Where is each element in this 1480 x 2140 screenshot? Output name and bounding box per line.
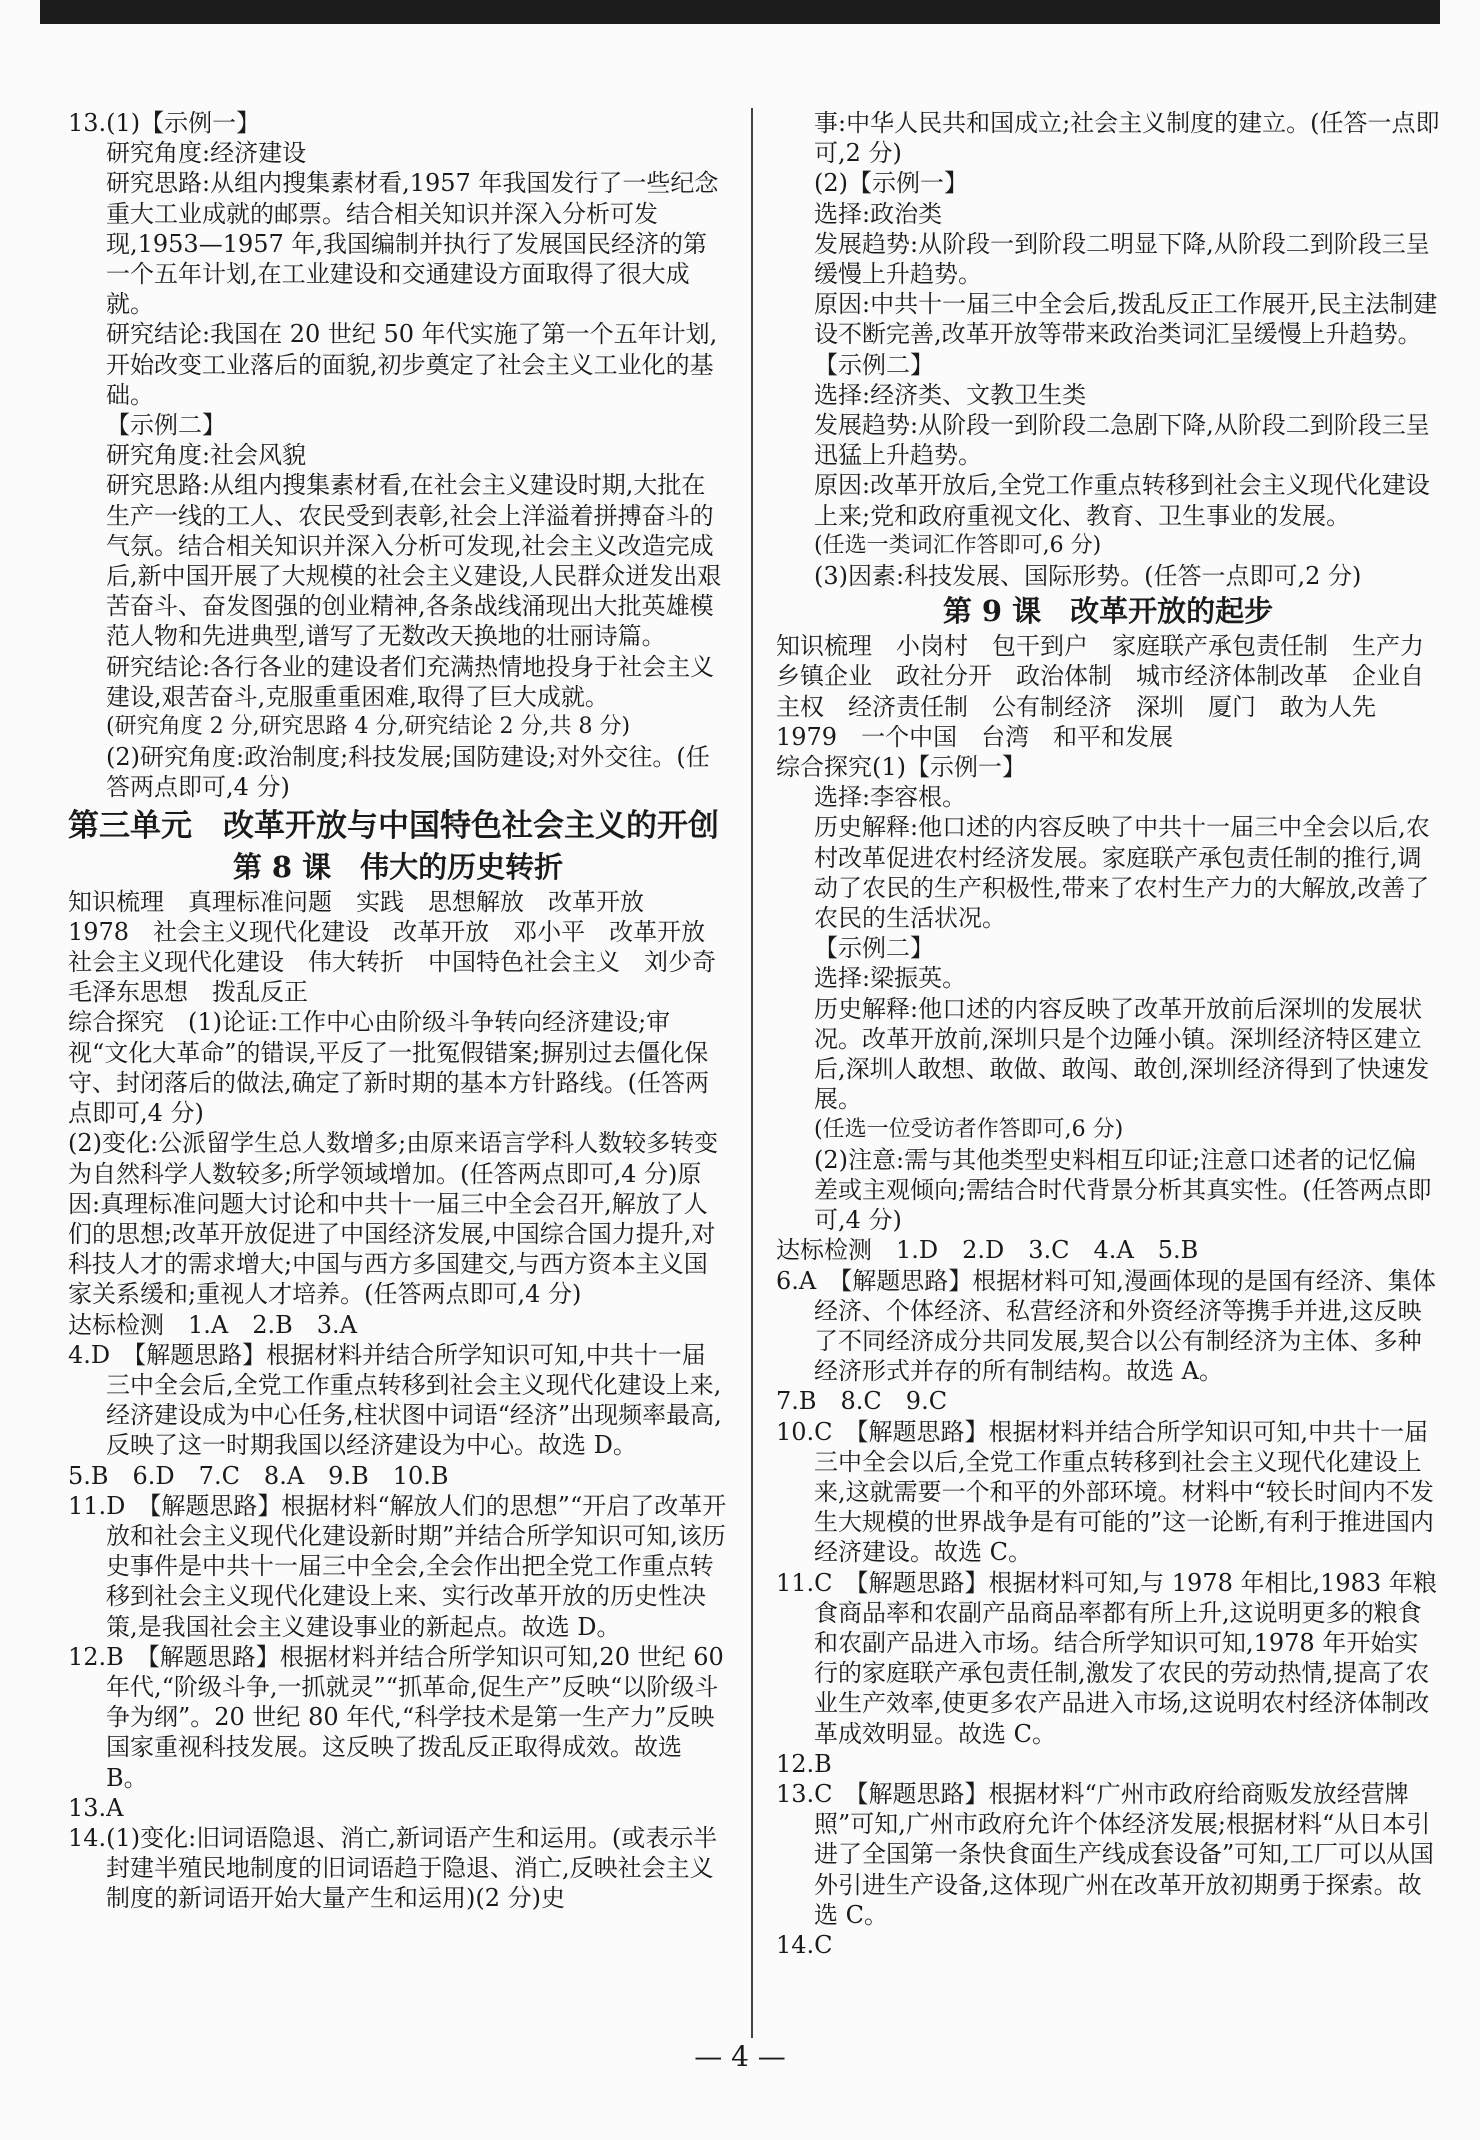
right-column xyxy=(776,108,1448,1960)
text-paragraph: 研究思路:从组内搜集素材看,1957 年我国发行了一些纪念重大工业成就的邮票。结合相关知识并深入分析可发现,1953—1957 年,我国编制并执行了发展国民经济的第一个五年计划,在工业建设和交通建设方面取得了很大成就。 xyxy=(106,169,719,319)
text-paragraph: 10.C 【解题思路】根据材料并结合所学知识可知,中共十一届三中全会以后,全党工作重点转移到社会主义现代化建设上来,这就需要一个和平的外部环境。材料中“较长时间内不发生大规模的世界战争是有可能的”这一论断,有利于推进国内经济建设。故选 C。 xyxy=(776,1417,1434,1567)
text-paragraph: 知识梳理 小岗村 包干到户 家庭联产承包责任制 生产力 乡镇企业 政社分开 政治体制 城市经济体制改革 企业自主权 经济责任制 公有制经济 深圳 厦门 敢为人先 1979 一个中国 台湾 和平和发展 xyxy=(776,632,1448,751)
text-paragraph: 11.D 【解题思路】根据材料“解放人们的思想”“开启了改革开放和社会主义现代化建设新时期”并结合所学知识可知,该历史事件是中共十一届三中全会,全会作出把全党工作重点转移到社会主义现代化建设上来、实行改革开放的历史性决策,是我国社会主义建设事业的新起点。故选 D。 xyxy=(68,1491,727,1641)
text-paragraph: 研究结论:我国在 20 世纪 50 年代实施了第一个五年计划,开始改变工业落后的面貌,初步奠定了社会主义工业化的基础。 xyxy=(106,320,718,409)
text-paragraph: 发展趋势:从阶段一到阶段二急剧下降,从阶段二到阶段三呈迅猛上升趋势。 xyxy=(814,411,1430,470)
text-paragraph: 选择:经济类、文教卫生类 xyxy=(814,380,1087,409)
text-paragraph: 原因:中共十一届三中全会后,拨乱反正工作展开,民主法制建设不断完善,改革开放等带来政治类词汇呈缓慢上升趋势。 xyxy=(814,290,1438,349)
text-paragraph: 【示例二】 xyxy=(106,411,226,440)
left-column xyxy=(68,108,740,1914)
text-paragraph: 13.A xyxy=(68,1793,124,1822)
section-heading: 第 8 课 伟大的历史转折 xyxy=(232,849,564,884)
text-paragraph: (任选一类词汇作答即可,6 分) xyxy=(814,532,1102,558)
text-paragraph: 11.C 【解题思路】根据材料可知,与 1978 年相比,1983 年粮食商品率和农副产品商品率都有所上升,这说明更多的粮食和农副产品进入市场。结合所学知识可知,1978 年开始实行的家庭联产承包责任制,激发了农民的劳动热情,提高了农业生产效率,使更多农产品进入市场,这说明农村经济体制改革成效明显。故选 C。 xyxy=(776,1568,1437,1748)
text-paragraph: 研究角度:社会风貌 xyxy=(106,441,307,470)
text-paragraph: (2)注意:需与其他类型史料相互印证;注意口述者的记忆偏差或主观倾向;需结合时代背景分析其真实性。(任答两点即可,4 分) xyxy=(814,1145,1432,1235)
text-paragraph: (2)研究角度:政治制度;科技发展;国防建设;对外交往。(任答两点即可,4 分) xyxy=(106,743,710,802)
text-paragraph: 选择:梁振英。 xyxy=(814,964,967,993)
column-divider xyxy=(751,108,753,2038)
text-paragraph: 研究角度:经济建设 xyxy=(106,139,307,168)
text-paragraph: 4.D 【解题思路】根据材料并结合所学知识可知,中共十一届三中全会后,全党工作重点转移到社会主义现代化建设上来,经济建设成为中心任务,柱状图中词语“经济”出现频率最高,反映了这一时期我国以经济建设为中心。故选 D。 xyxy=(68,1340,722,1460)
section-heading: 第 9 课 改革开放的起步 xyxy=(942,594,1274,629)
text-paragraph: 【示例二】 xyxy=(814,934,934,963)
text-paragraph: 达标检测 1.A 2.B 3.A xyxy=(68,1310,357,1339)
text-paragraph: (任选一位受访者作答即可,6 分) xyxy=(814,1116,1124,1142)
text-paragraph: 14.C xyxy=(776,1930,833,1959)
text-paragraph: 研究思路:从组内搜集素材看,在社会主义建设时期,大批在生产一线的工人、农民受到表彰,社会上洋溢着拼搏奋斗的气氛。结合相关知识并深入分析可发现,社会主义改造完成后,新中国开展了大规模的社会主义建设,人民群众迸发出艰苦奋斗、奋发图强的创业精神,各条战线涌现出大批英雄模范人物和先进典型,谱写了无数改天换地的壮丽诗篇。 xyxy=(106,471,722,651)
text-paragraph: (2)【示例一】 xyxy=(814,169,968,198)
section-heading: 第三单元 改革开放与中国特色社会主义的开创 xyxy=(68,807,719,844)
text-paragraph: 达标检测 1.D 2.D 3.C 4.A 5.B xyxy=(776,1236,1199,1265)
text-paragraph: 12.B 【解题思路】根据材料并结合所学知识可知,20 世纪 60 年代,“阶级斗争,一抓就灵”“抓革命,促生产”反映“以阶级斗争为纲”。20 世纪 80 年代,“科学技术是第一生产力”反映国家重视科技发展。这反映了拨乱反正取得成效。故选 B。 xyxy=(68,1642,724,1792)
text-paragraph: 原因:改革开放后,全党工作重点转移到社会主义现代化建设上来;党和政府重视文化、教育、卫生事业的发展。 xyxy=(814,471,1430,530)
text-paragraph: 选择:政治类 xyxy=(814,199,943,228)
text-paragraph: (2)变化:公派留学生总人数增多;由原来语言学科人数较多转变为自然科学人数较多;所学领域增加。(任答两点即可,4 分)原因:真理标准问题大讨论和中共十一届三中全会召开,解放了人们的思想;改革开放促进了中国经济发展,中国综合国力提升,对科技人才的需求增大;中国与西方多国建交,与西方资本主义国家关系缓和;重视人才培养。(任答两点即可,4 分) xyxy=(68,1129,719,1309)
text-paragraph: 12.B xyxy=(776,1749,832,1778)
text-paragraph: 研究结论:各行各业的建设者们充满热情地投身于社会主义建设,艰苦奋斗,克服重重困难,取得了巨大成就。 xyxy=(106,652,715,711)
text-paragraph: 综合探究 (1)论证:工作中心由阶级斗争转向经济建设;审视“文化大革命”的错误,平反了一批冤假错案;摒别过去僵化保守、封闭落后的做法,确定了新时期的基本方针路线。(任答两点即可,4 分) xyxy=(68,1008,709,1128)
top-rule xyxy=(40,0,1440,24)
text-paragraph: 14.(1)变化:旧词语隐退、消亡,新词语产生和运用。(或表示半封建半殖民地制度的旧词语趋于隐退、消亡,反映社会主义制度的新词语开始大量产生和运用)(2 分)史 xyxy=(68,1823,718,1913)
text-paragraph: 事:中华人民共和国成立;社会主义制度的建立。(任答一点即可,2 分) xyxy=(814,109,1440,168)
text-paragraph: 【示例二】 xyxy=(814,350,934,379)
text-paragraph: 历史解释:他口述的内容反映了中共十一届三中全会以后,农村改革促进农村经济发展。家庭联产承包责任制的推行,调动了农民的生产积极性,带来了农村生产力的大解放,改善了农民的生活状况。 xyxy=(814,813,1430,933)
text-paragraph: 7.B 8.C 9.C xyxy=(776,1387,948,1416)
text-paragraph: 历史解释:他口述的内容反映了改革开放前后深圳的发展状况。改革开放前,深圳只是个边陲小镇。深圳经济特区建立后,深圳人敢想、敢做、敢闯、敢创,深圳经济得到了快速发展。 xyxy=(814,994,1430,1114)
text-paragraph: 发展趋势:从阶段一到阶段二明显下降,从阶段二到阶段三呈缓慢上升趋势。 xyxy=(814,229,1430,289)
text-paragraph: 5.B 6.D 7.C 8.A 9.B 10.B xyxy=(68,1461,449,1490)
text-paragraph: 选择:李容根。 xyxy=(814,783,967,812)
text-paragraph: 综合探究(1)【示例一】 xyxy=(776,753,1026,782)
text-paragraph: 13.(1)【示例一】 xyxy=(68,109,261,137)
text-paragraph: 13.C 【解题思路】根据材料“广州市政府给商贩发放经营牌照”可知,广州市政府允许个体经济发展;根据材料“从日本引进了全国第一条快食面生产线成套设备”可知,工厂可以从国外引进生产设备,这体现广州在改革开放初期勇于探索。故选 C。 xyxy=(776,1779,1434,1929)
text-paragraph: 6.A 【解题思路】根据材料可知,漫画体现的是国有经济、集体经济、个体经济、私营经济和外资经济等携手并进,这反映了不同经济成分共同发展,契合以公有制经济为主体、多种经济形式并存的所有制结构。故选 A。 xyxy=(776,1266,1436,1386)
page-number: — 4 — xyxy=(694,2040,786,2073)
text-paragraph: (研究角度 2 分,研究思路 4 分,研究结论 2 分,共 8 分) xyxy=(106,714,631,740)
text-paragraph: (3)因素:科技发展、国际形势。(任答一点即可,2 分) xyxy=(814,562,1362,591)
text-paragraph: 知识梳理 真理标准问题 实践 思想解放 改革开放 1978 社会主义现代化建设 改革开放 邓小平 改革开放 社会主义现代化建设 伟大转折 中国特色社会主义 刘少奇 毛泽东思想 拨乱反正 xyxy=(68,887,740,1007)
